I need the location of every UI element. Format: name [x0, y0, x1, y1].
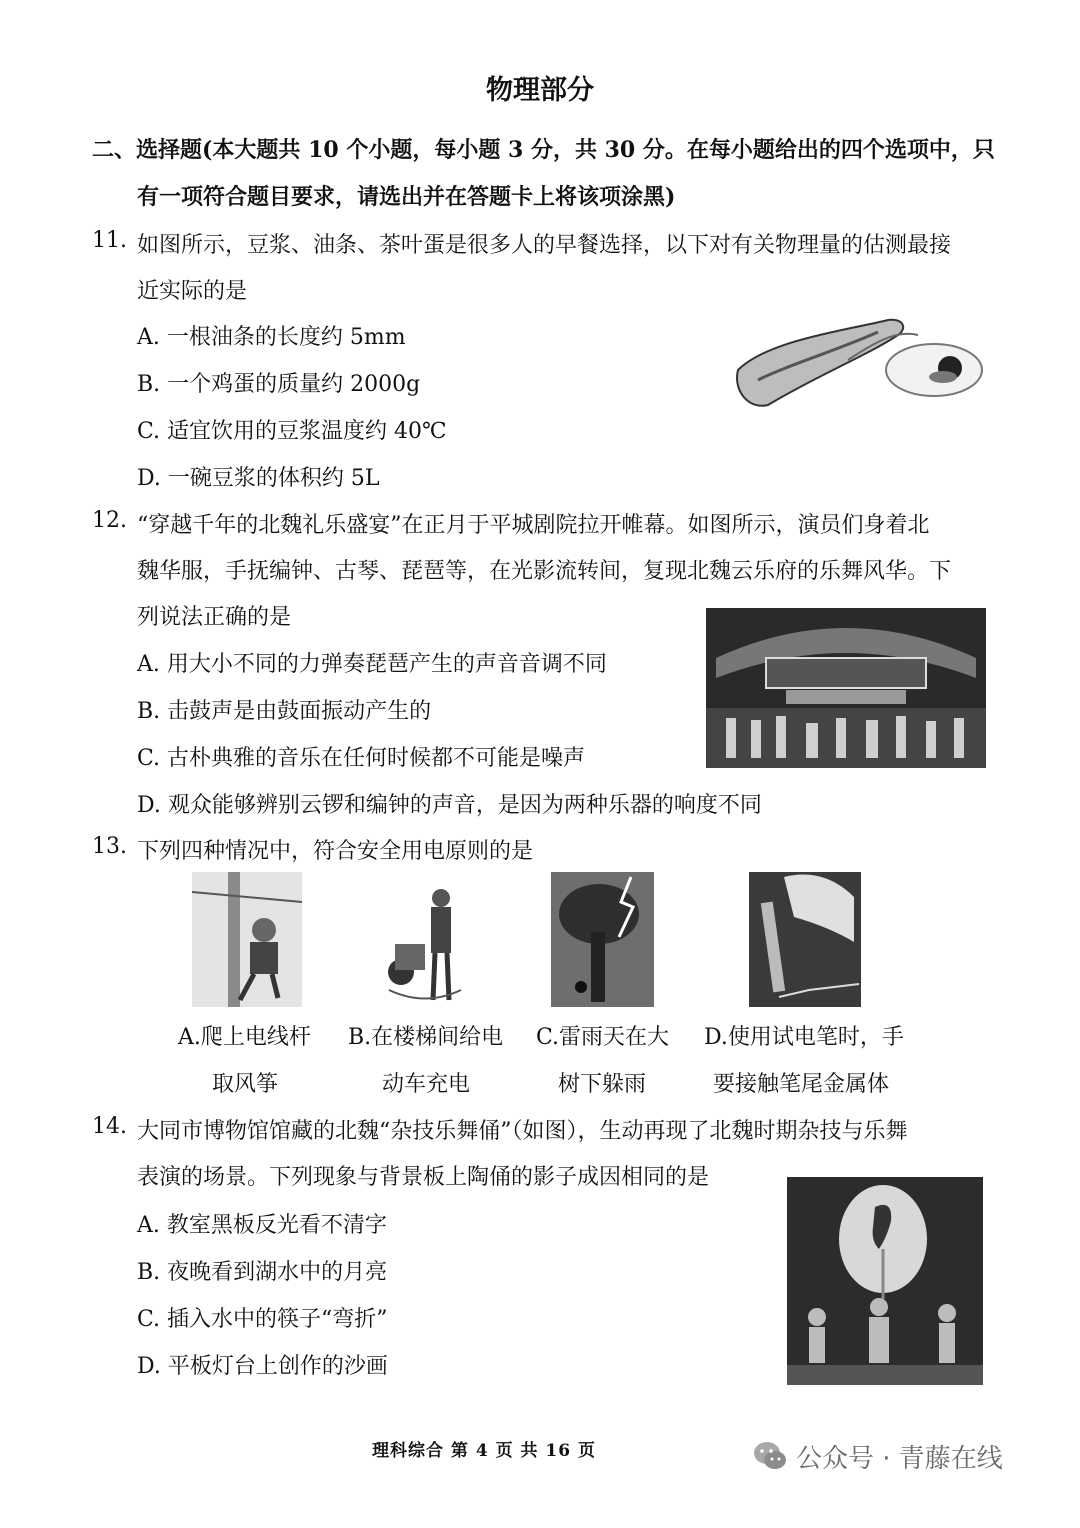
question-13-figure-c-tree — [551, 872, 654, 1007]
question-13-figure-b-charging — [385, 872, 465, 1007]
question-13-option-d-line2: 要接触笔尾金属体 — [713, 1072, 890, 1097]
question-12-stem-line1: “穿越千年的北魏礼乐盛宴”在正月于平城剧院拉开帷幕。如图所示，演员们身着北 — [137, 513, 930, 538]
question-14-stem-line2: 表演的场景。下列现象与背景板上陶俑的影子成因相同的是 — [137, 1165, 710, 1190]
question-12-number: 12. — [92, 508, 127, 533]
question-13-option-d-line1: D.使用试电笔时，手 — [704, 1025, 904, 1050]
question-13-option-b-line1: B.在楼梯间给电 — [348, 1025, 504, 1050]
question-13-option-c-line2: 树下躲雨 — [558, 1072, 647, 1097]
question-12-stage-photo — [706, 608, 986, 768]
question-12-option-a: A. 用大小不同的力弹奏琵琶产生的声音音调不同 — [137, 652, 607, 677]
question-11-breakfast-figure — [728, 310, 990, 420]
section-instruction-line1: 二、选择题(本大题共 10 个小题，每小题 3 分，共 30 分。在每小题给出的四个选项中，只 — [92, 137, 995, 163]
question-13-option-a-line2: 取风筝 — [212, 1072, 279, 1097]
question-13-option-c-line1: C.雷雨天在大 — [536, 1025, 670, 1050]
question-14-option-c: C. 插入水中的筷子“弯折” — [137, 1307, 388, 1332]
question-14-number: 14. — [92, 1114, 127, 1139]
question-11-number: 11. — [92, 228, 127, 253]
question-14-option-a: A. 教室黑板反光看不清字 — [137, 1213, 387, 1238]
question-13-option-b-line2: 动车充电 — [382, 1072, 471, 1097]
question-14-option-d: D. 平板灯台上创作的沙画 — [137, 1354, 388, 1379]
question-12-option-c: C. 古朴典雅的音乐在任何时候都不可能是噪声 — [137, 746, 586, 771]
question-12-stem-line2: 魏华服，手抚编钟、古琴、琵琶等，在光影流转间，复现北魏云乐府的乐舞风华。下 — [137, 559, 952, 584]
question-13-figure-d-tester — [749, 872, 861, 1007]
page-title: 物理部分 — [486, 75, 594, 106]
question-14-option-b: B. 夜晚看到湖水中的月亮 — [137, 1260, 388, 1285]
question-13-number: 13. — [92, 834, 127, 859]
question-11-option-b: B. 一个鸡蛋的质量约 2000g — [137, 372, 421, 397]
question-14-figurine-photo — [787, 1177, 983, 1385]
section-instruction-line2: 有一项符合题目要求，请选出并在答题卡上将该项涂黑) — [137, 184, 676, 210]
question-14-stem-line1: 大同市博物馆馆藏的北魏“杂技乐舞俑”（如图），生动再现了北魏时期杂技与乐舞 — [137, 1119, 908, 1144]
question-13-figure-a-pole — [192, 872, 302, 1007]
question-13-stem: 下列四种情况中，符合安全用电原则的是 — [137, 839, 534, 864]
question-11-option-d: D. 一碗豆浆的体积约 5L — [137, 466, 380, 491]
question-12-stem-line3: 列说法正确的是 — [137, 605, 292, 630]
watermark-text: 公众号 · 青藤在线 — [796, 1444, 1003, 1474]
question-11-option-a: A. 一根油条的长度约 5mm — [137, 325, 406, 350]
question-12-option-b: B. 击鼓声是由鼓面振动产生的 — [137, 699, 432, 724]
question-11-stem-line1: 如图所示，豆浆、油条、茶叶蛋是很多人的早餐选择，以下对有关物理量的估测最接 — [137, 233, 952, 258]
question-13-option-a-line1: A.爬上电线杆 — [178, 1025, 311, 1050]
page-footer: 理科综合 第 4 页 共 16 页 — [372, 1441, 596, 1461]
wechat-icon — [752, 1438, 788, 1474]
question-11-option-c: C. 适宜饮用的豆浆温度约 40℃ — [137, 419, 447, 444]
question-12-option-d: D. 观众能够辨别云锣和编钟的声音，是因为两种乐器的响度不同 — [137, 793, 762, 818]
question-11-stem-line2: 近实际的是 — [137, 279, 248, 304]
